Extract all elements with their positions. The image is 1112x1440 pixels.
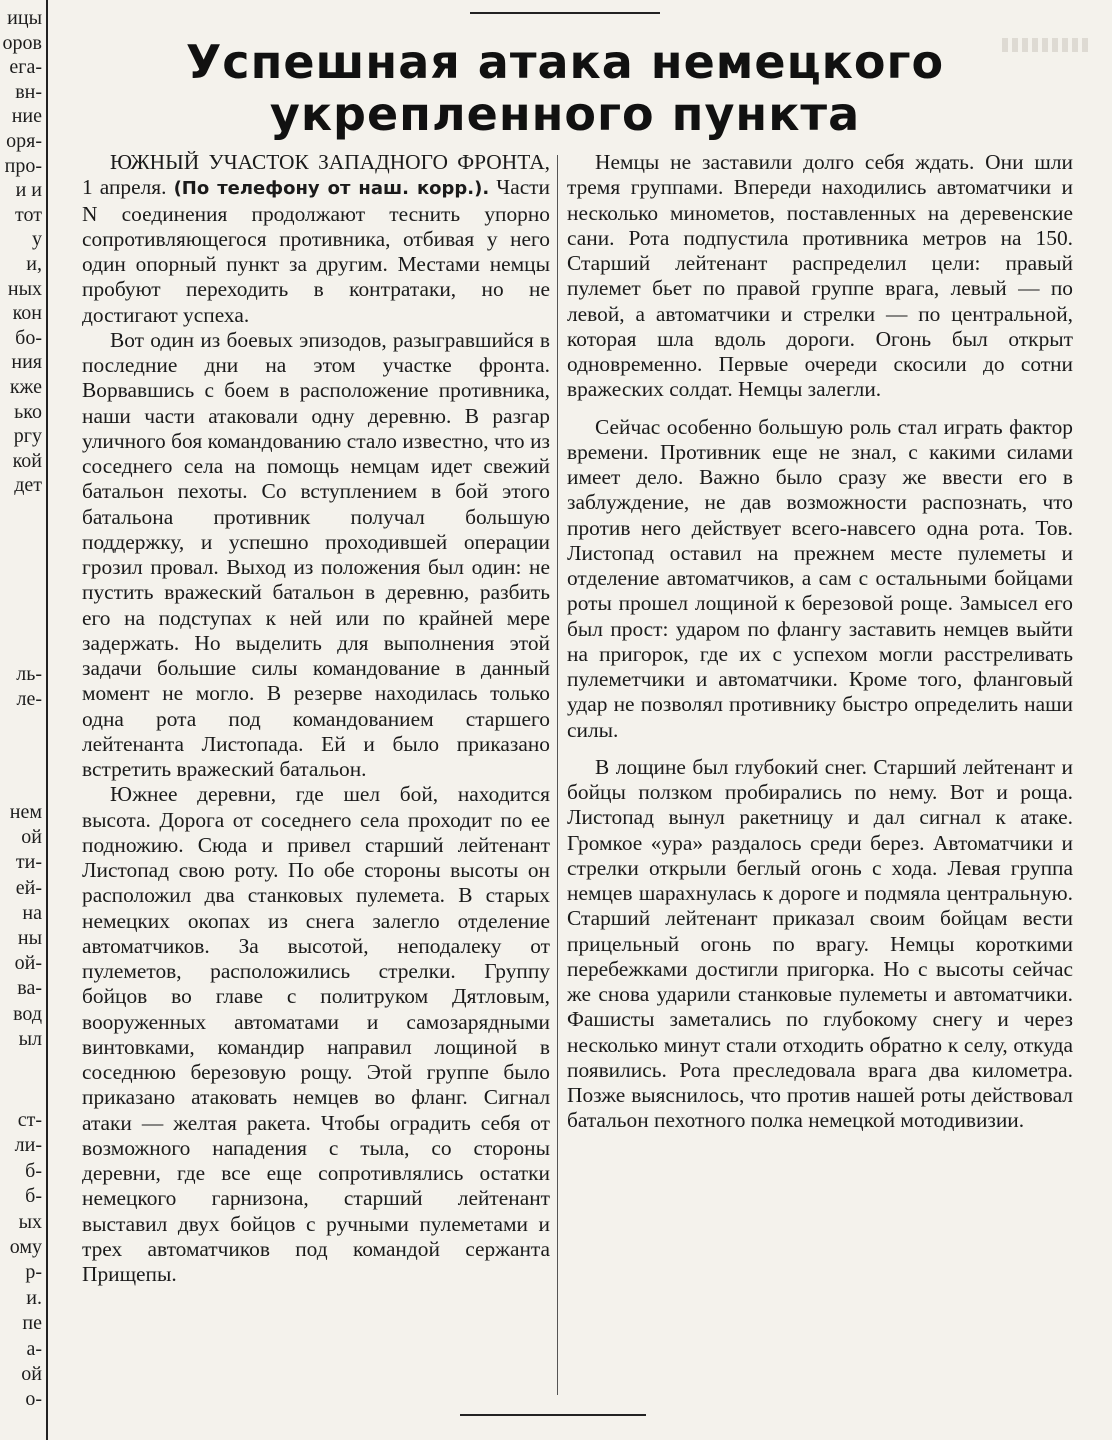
- gutter-text-fragment: ргу: [13, 425, 42, 448]
- gutter-text-fragment: ва-: [17, 977, 42, 1000]
- lead-paragraph: [82, 150, 550, 328]
- gutter-text-fragment: кой: [12, 449, 42, 472]
- gutter-text-fragment: ыл: [18, 1027, 42, 1050]
- print-smudge: [1002, 38, 1092, 52]
- gutter-text-fragment: ния: [11, 351, 42, 374]
- paragraph: Немцы не заставили долго себя ждать. Они шли тремя группами. Впереди находились автоматчики и несколько минометов, поставленных на деревенские сани. Рота подпустила противника метров на 150. Старший лейтенант распределил цели: правый пулемет бьет по правой группе врага, левый — по левой, а автоматчики и стрелки — по центральной, которая шла вдоль дороги. Огонь был открыт одновременно. Первые очереди скосили до сотни вражеских солдат. Немцы залегли.: [567, 150, 1073, 402]
- gutter-text-fragment: ти-: [15, 851, 42, 874]
- gutter-text-fragment: б-: [25, 1185, 42, 1208]
- gutter-text-fragment: ой: [21, 826, 42, 849]
- gutter-text-fragment: вод: [13, 1002, 42, 1025]
- paragraph-text: Части N соединения продолжают теснить упорно сопротивляющегося противника, отбивая у него один опорный пункт за другим. Местами немцы пробуют переходить в контратаки, но не достигают успеха.: [82, 175, 550, 327]
- gutter-text-fragment: у: [32, 228, 42, 251]
- gutter-text-fragment: ли-: [14, 1134, 42, 1157]
- gutter-text-fragment: оря-: [6, 130, 42, 152]
- gutter-text-fragment: ных: [7, 277, 42, 300]
- gutter-text-fragment: бо-: [15, 326, 42, 349]
- gutter-text-fragment: пе: [22, 1312, 42, 1335]
- source-note: (По телефону от наш. корр.).: [173, 178, 490, 200]
- gutter-text-fragment: на: [22, 901, 42, 924]
- top-rule: [470, 12, 660, 14]
- gutter-text-fragment: и и: [15, 179, 42, 202]
- gutter-text-fragment: ега-: [9, 56, 42, 79]
- gutter-text-fragment: и.: [26, 1286, 42, 1309]
- gutter-text-fragment: вн-: [15, 80, 42, 103]
- bottom-rule: [460, 1414, 646, 1416]
- gutter-text-fragment: ны: [17, 927, 42, 949]
- column-divider: [557, 155, 558, 1395]
- gutter-text-fragment: кже: [9, 376, 42, 398]
- gutter-text-fragment: о-: [25, 1388, 42, 1411]
- gutter-text-fragment: нем: [9, 801, 42, 823]
- adjacent-column-fragment: [0, 0, 48, 1440]
- gutter-text-fragment: ей-: [15, 876, 42, 899]
- gutter-text-fragment: б-: [25, 1159, 42, 1182]
- gutter-text-fragment: ние: [11, 105, 42, 128]
- paragraph: Южнее деревни, где шел бой, находится высота. Дорога от соседнего села проходит по ее подножию. Сюда и привел старший лейтенант Листопад свою роту. По обе стороны высоты он расположил два станковых пулемета. В старых немецких окопах из снега залегло отделение автоматчиков. За высотой, неподалеку от пулеметов, расположились стрелки. Группу бойцов во главе с политруком Дятловым, вооруженных автоматами и самозарядными винтовками, командир направил лощиной в соседнюю березовую рощу. Этой группе было приказано атаковать немцев во фланг. Сигнал атаки — желтая ракета. Чтобы оградить себя от возможного нападения с тыла, со стороны деревни, где все еще сопротивлялись остатки немецкого гарнизона, старший лейтенант выставил двух бойцов с ручными пулеметами и трех автоматчиков под командой сержанта Прищепы.: [82, 782, 550, 1286]
- gutter-text-fragment: а-: [26, 1337, 42, 1360]
- paragraph: Вот один из боевых эпизодов, разыгравшийся в последние дни на этом участке фронта. Ворвавшись с боем в расположение противника, наши части атаковали одну деревню. В разгар уличного боя командованию стало известно, что из соседнего села на помощь немцам идет свежий батальон пехоты. Со вступлением в бой этого батальона противник получал большую поддержку, и успешно проходившей операции грозил провал. Выход из положения был один: не пустить вражеский батальон в деревню, разбить его на подступах к ней или по крайней мере задержать. Но выделить для выполнения этой задачи большие силы командование в данный момент не могло. В резерве находилась только одна рота под командованием старшего лейтенанта Листопада. Ей и было приказано встретить вражеский батальон.: [82, 327, 550, 781]
- article-column-right: [567, 150, 1073, 1134]
- gutter-text-fragment: про-: [4, 154, 42, 177]
- paragraph: В лощине был глубокий снег. Старший лейтенант и бойцы ползком пробирались по нему. Вот и роща. Листопад вынул ракетницу и дал сигнал к атаке. Громкое «ура» раздалось среди берез. Автоматчики и стрелки открыли беглый огонь с хода. Левая группа немцев шарахнулась к дороге и подмяла центральную. Старший лейтенант приказал своим бойцам вести прицельный огонь по врагу. Немцы короткими перебежками достигли пригорка. Но с высоты сейчас же снова ударили станковые пулеметы и автоматчики. Фашисты заметались по глубокому снегу и через несколько минут стали отходить обратно к селу, откуда появились. Рота преследовала врага два километра. Позже выяснилось, что против нашей роты действовал батальон пехотного полка немецкой мотодивизии.: [567, 754, 1073, 1133]
- gutter-text-fragment: ой-: [14, 952, 42, 975]
- article-column-left: [82, 150, 550, 1287]
- gutter-text-fragment: ст-: [17, 1109, 42, 1131]
- headline-line-1: Успешная атака немецкого: [185, 35, 945, 89]
- gutter-text-fragment: дет: [14, 474, 42, 497]
- gutter-text-fragment: ицы: [7, 7, 42, 29]
- gutter-text-fragment: ько: [14, 400, 42, 423]
- gutter-text-fragment: ой: [21, 1363, 42, 1385]
- paragraph: Сейчас особенно большую роль стал играть фактор времени. Противник еще не знал, с какими силами имеет дело. Важно было сразу же ввести его в заблуждение, не дав возможности распознать, что против него действует всего-навсего одна рота. Тов. Листопад оставил на прежнем месте пулеметы и отделение автоматчиков, а сам с остальными бойцами роты прошел лощиной к березовой роще. Замысел его был прост: ударом по флангу заставить немцев выйти на пригорок, где их с успехом могли расстреливать пулеметчики и автоматчики. Кроме того, фланговый удар не позволял противнику быстро определить наши силы.: [567, 414, 1073, 742]
- gutter-text-fragment: и,: [26, 253, 42, 275]
- dateline: ЮЖНЫЙ УЧАСТОК ЗАПАДНОГО ФРОНТА, 1 апреля.: [82, 150, 550, 200]
- gutter-text-fragment: ле-: [16, 687, 42, 710]
- gutter-text-fragment: тот: [15, 203, 42, 226]
- gutter-text-fragment: кон: [12, 302, 42, 325]
- headline: [150, 36, 980, 140]
- gutter-text-fragment: ому: [9, 1236, 42, 1258]
- headline-line-2: укрепленного пункта: [269, 87, 861, 141]
- gutter-text-fragment: ль-: [16, 663, 42, 685]
- gutter-text-fragment: оров: [2, 31, 42, 54]
- gutter-text-fragment: р-: [25, 1261, 42, 1284]
- gutter-text-fragment: ых: [18, 1210, 42, 1233]
